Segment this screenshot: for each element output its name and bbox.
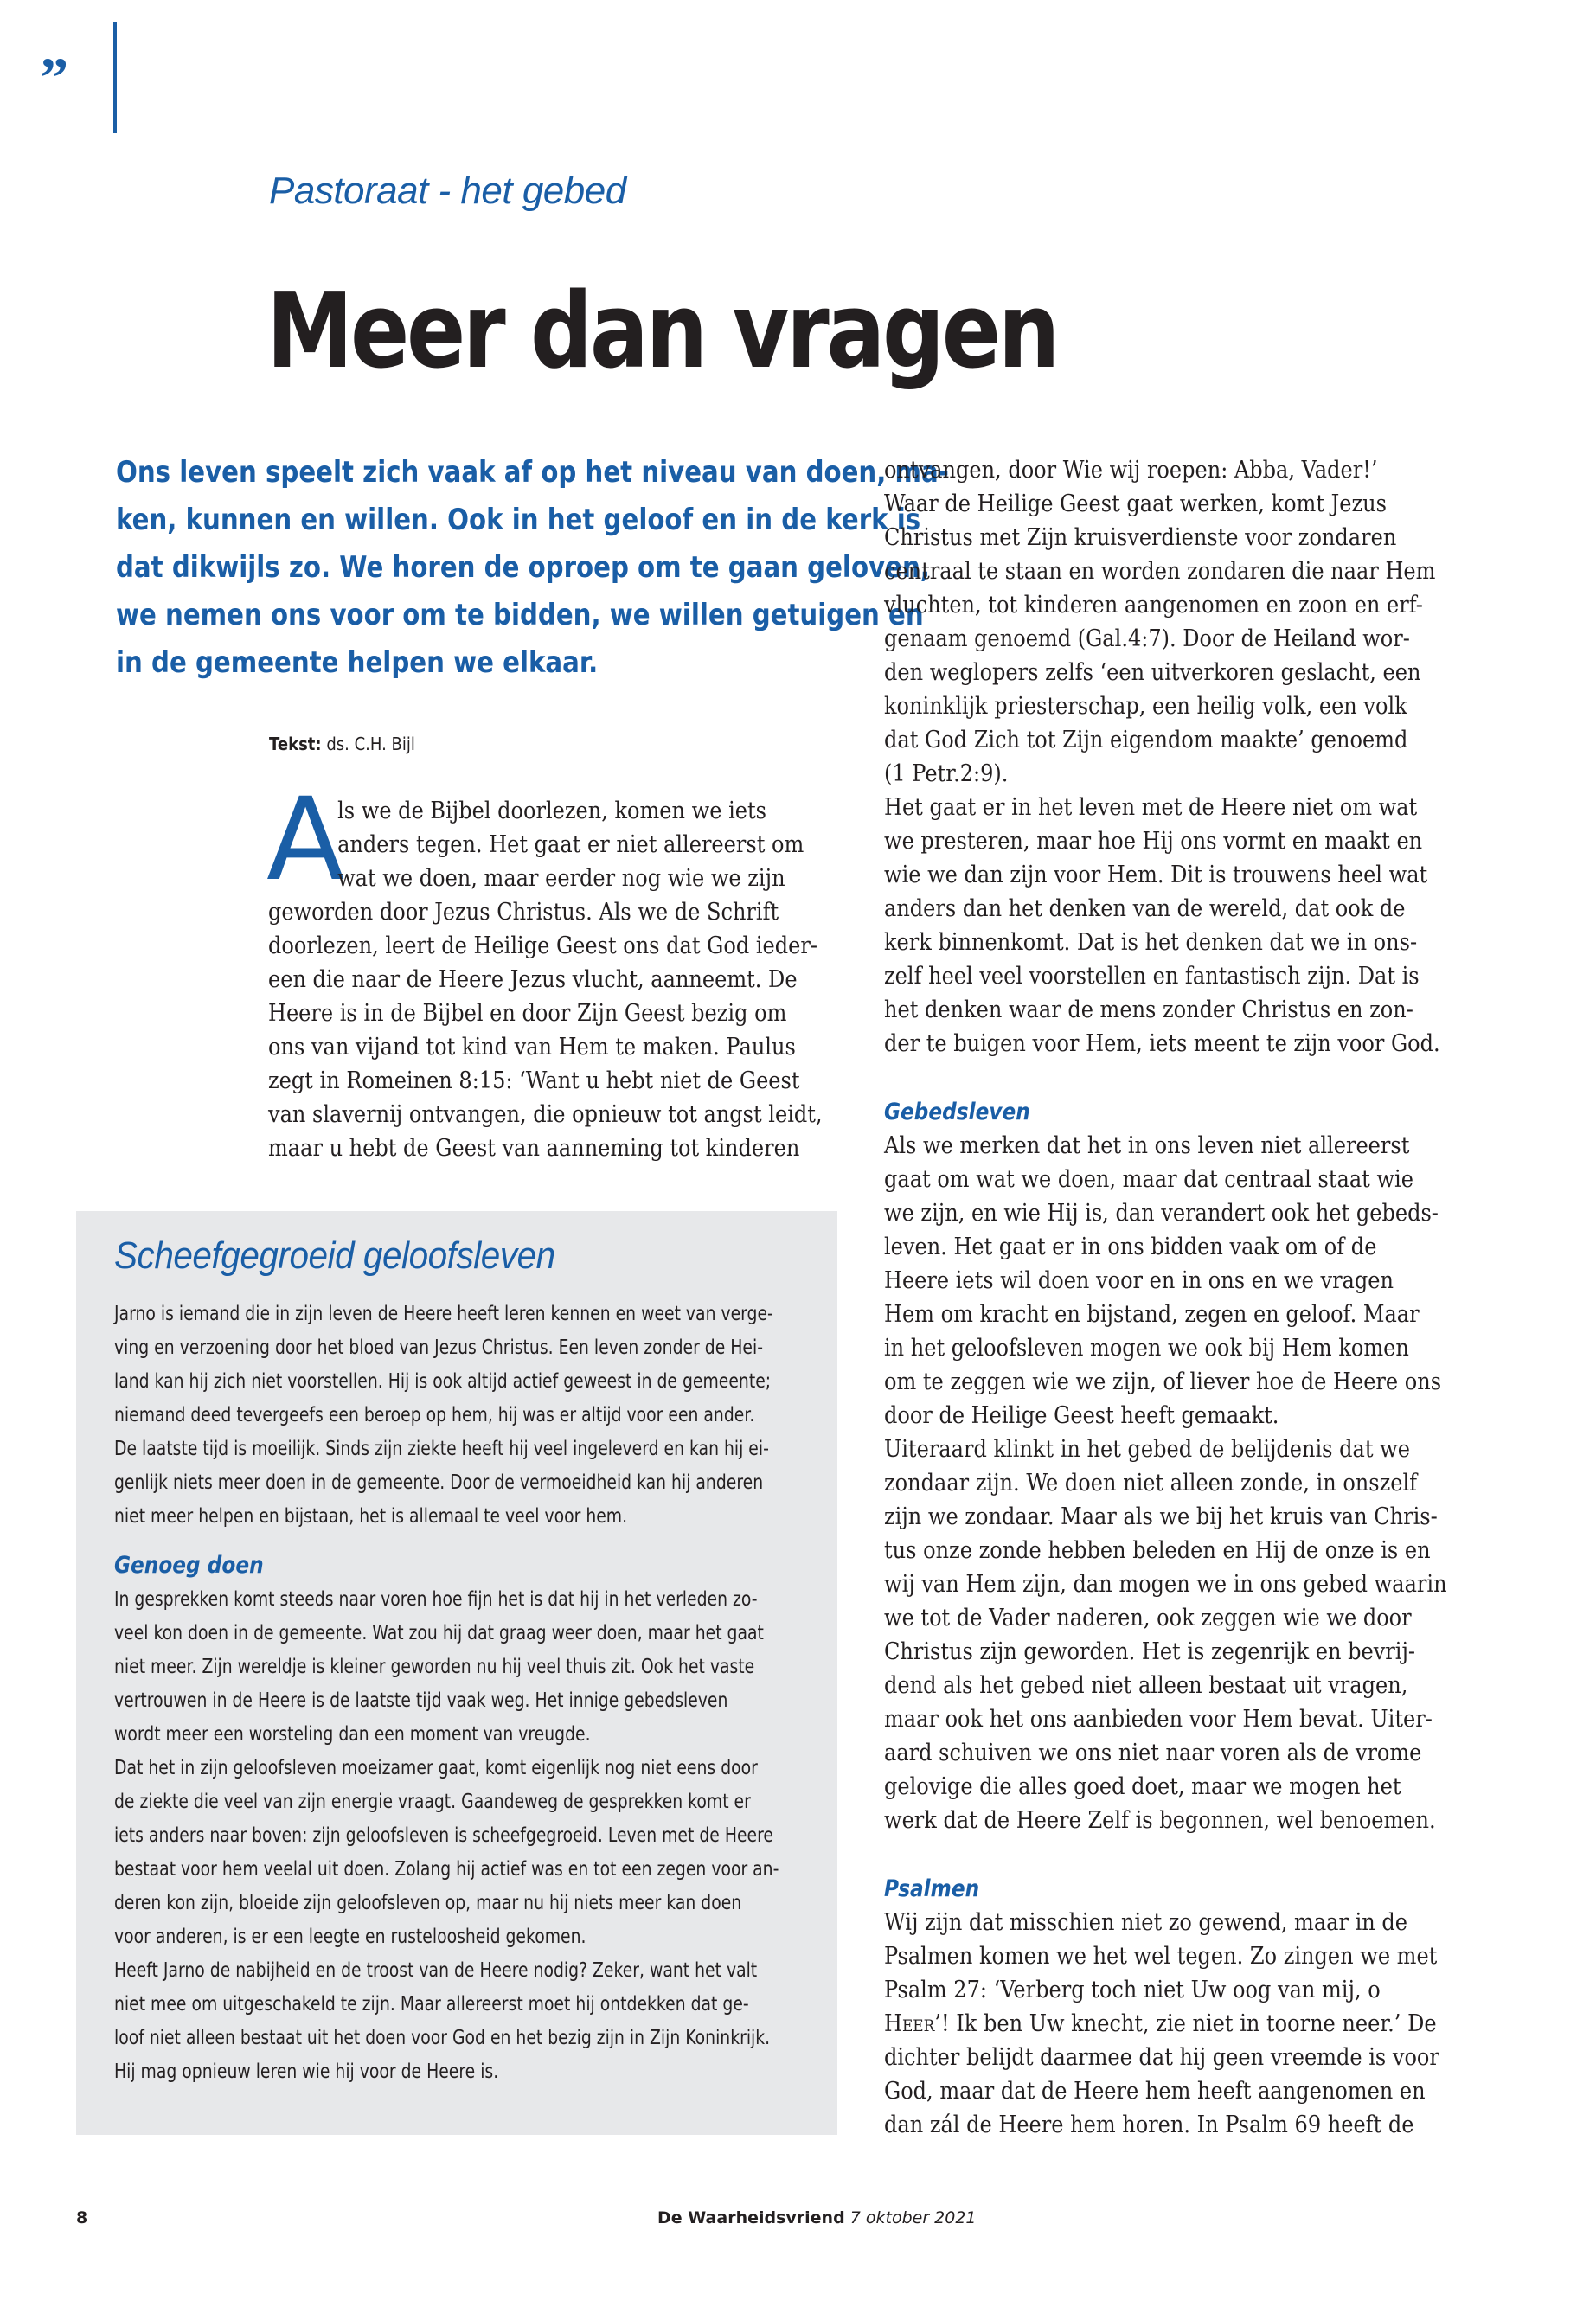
byline (269, 734, 415, 754)
subhead-gebedsleven: Gebedsleven (884, 1099, 1030, 1125)
text-line: tus onze zonde hebben beleden en Hij de onze is en (884, 1537, 1431, 1564)
intro-line: in de gemeente helpen we elkaar. (116, 645, 599, 680)
text-line: Heeft Jarno de nabijheid en de troost van de Heere nodig? Zeker, want het valt (114, 1958, 758, 1982)
text-line: van slavernij ontvangen, die opnieuw tot angst leidt, (268, 1101, 823, 1128)
text-line: zondaar zijn. We doen niet alleen zonde, in onszelf (884, 1470, 1418, 1497)
text-line: vertrouwen in de Heere is de laatste tijd vaak weg. Het innige gebedsleven (114, 1688, 728, 1712)
text-line: Jarno is iemand die in zijn leven de Heere heeft leren kennen en weet van verge- (114, 1301, 773, 1325)
text-line: dan zál de Heere hem horen. In Psalm 69 heeft de (884, 2112, 1414, 2138)
text-line: wordt meer een worsteling dan een moment van vreugde. (114, 1721, 591, 1746)
text-line: Psalm 27: ‘Verberg toch niet Uw oog van mij, o (884, 1977, 1381, 2003)
text-line: koninklijk priesterschap, een heilig volk, een volk (884, 693, 1407, 720)
text-line: deren kon zijn, bloeide zijn geloofsleven op, maar nu hij niets meer kan doen (114, 1890, 742, 1914)
text-line: dichter belijdt daarmee dat hij geen vreemde is voor (884, 2044, 1439, 2071)
text-line: de ziekte die veel van zijn energie vraagt. Gaandeweg de gesprekken komt er (114, 1789, 751, 1813)
sidebar-text (114, 1297, 824, 2088)
byline-author: ds. C.H. Bijl (326, 734, 415, 754)
text-line: wat we doen, maar eerder nog wie we zijn (337, 865, 785, 892)
intro-lead (116, 449, 949, 687)
intro-line: ken, kunnen en willen. Ook in het geloof en in de kerk is (116, 503, 921, 537)
text-line: genaam genoemd (Gal.4:7). Door de Heiland wor- (884, 625, 1410, 652)
text-line: God, maar dat de Heere hem heeft aangenomen en (884, 2078, 1426, 2105)
text-line: leven. Het gaat er in ons bidden vaak om of de (884, 1234, 1377, 1260)
text-line: Als we merken dat het in ons leven niet allereerst (884, 1132, 1410, 1159)
paragraph-gap (884, 1837, 1455, 1872)
text-line: om te zeggen wie we zijn, of liever hoe de Heere ons (884, 1368, 1442, 1395)
text-line: De laatste tijd is moeilijk. Sinds zijn ziekte heeft hij veel ingeleverd en kan hij ei- (114, 1436, 769, 1460)
text-line: voor anderen, is er een leegte en rusteloosheid gekomen. (114, 1924, 586, 1948)
text-line: gelovige die alles goed doet, maar we mogen het (884, 1773, 1401, 1800)
text-line: Het gaat er in het leven met de Heere niet om wat (884, 794, 1418, 821)
text-line: zijn we zondaar. Maar als we bij het kruis van Chris- (884, 1503, 1438, 1530)
text-line: veel kon doen in de gemeente. Wat zou hij dat graag weer doen, maar het gaat (114, 1620, 764, 1644)
text-line: het denken waar de mens zonder Christus en zon- (884, 997, 1413, 1023)
text-line: wij van Hem zijn, dan mogen we in ons gebed waarin (884, 1571, 1447, 1598)
heer-smallcaps: Heer (884, 2010, 935, 2037)
text-line: Christus met Zijn kruisverdienste voor zondaren (884, 524, 1397, 551)
text-line: kerk binnenkomt. Dat is het denken dat we in ons- (884, 929, 1418, 956)
text-line: we zijn, en wie Hij is, dan verandert ook het gebeds- (884, 1200, 1439, 1227)
text-line: we tot de Vader naderen, ook zeggen wie we door (884, 1605, 1412, 1631)
text-line: ons van vijand tot kind van Hem te maken. Paulus (268, 1034, 796, 1061)
text-line: niemand deed tevergeefs een beroep op hem, hij was er altijd voor een ander. (114, 1402, 755, 1426)
text-line: een die naar de Heere Jezus vlucht, aanneemt. De (268, 966, 798, 993)
text-line: geworden door Jezus Christus. Als we de Schrift (268, 899, 779, 926)
text-line: Christus zijn geworden. Het is zegenrijk en bevrij- (884, 1638, 1416, 1665)
text-line: bestaat voor hem veelal uit doen. Zolang hij actief was en tot een zegen voor an- (114, 1856, 779, 1881)
text-line: Heere iets wil doen voor en in ons en we vragen (884, 1267, 1394, 1294)
article-column-right (884, 453, 1455, 2142)
page-number: 8 (76, 2208, 88, 2227)
text-line: Heere is in de Bijbel en door Zijn Geest bezig om (268, 1000, 787, 1027)
text-line: Hem om kracht en bijstand, zegen en geloof. Maar (884, 1301, 1420, 1328)
text-line: vluchten, tot kinderen aangenomen en zoon en erf- (884, 592, 1423, 619)
intro-line: Ons leven speelt zich vaak af op het niveau van doen, ma- (116, 455, 949, 490)
text-line: ls we de Bijbel doorlezen, komen we iets (337, 798, 766, 824)
text-line: ving en verzoening door het bloed van Jezus Christus. Een leven zonder de Hei- (114, 1335, 763, 1359)
byline-label: Tekst: (269, 734, 322, 754)
intro-line: dat dikwijls zo. We horen de oproep om te gaan geloven, (116, 550, 930, 585)
section-label: Pastoraat - het gebed (269, 170, 626, 212)
text-line: (1 Petr.2:9). (884, 760, 1009, 787)
drop-cap: A (266, 773, 345, 907)
text-line: iets anders naar boven: zijn geloofsleven is scheefgegroeid. Leven met de Heere (114, 1823, 773, 1847)
text-line: maar ook het ons aanbieden voor Hem bevat. Uiter- (884, 1706, 1433, 1733)
quote-icon: ” (40, 47, 68, 110)
text-line: Psalmen komen we het wel tegen. Zo zingen we met (884, 1943, 1438, 1970)
text-line (884, 2007, 1437, 2041)
text-line: dat God Zich tot Zijn eigendom maakte’ genoemd (884, 727, 1408, 753)
text-line: loof niet alleen bestaat uit het doen voor God en het bezig zijn in Zijn Koninkrijk. (114, 2025, 771, 2049)
text-line: wie we dan zijn voor Hem. Dit is trouwens heel wat (884, 862, 1428, 888)
text-line: aard schuiven we ons niet naar voren als de vrome (884, 1740, 1422, 1766)
sidebar-subhead: Genoeg doen (114, 1552, 264, 1579)
text-line: niet meer helpen en bijstaan, het is allemaal te veel voor hem. (114, 1503, 628, 1528)
text-line: door de Heilige Geest heeft gemaakt. (884, 1402, 1279, 1429)
text-line: maar u hebt de Geest van aanneming tot kinderen (268, 1135, 800, 1162)
text-line: Wij zijn dat misschien niet zo gewend, maar in de (884, 1909, 1408, 1936)
paragraph-gap (114, 1533, 824, 1548)
sidebar-title: Scheefgegroeid geloofsleven (114, 1234, 555, 1277)
paragraph-gap (884, 1061, 1455, 1095)
text-line: we presteren, maar hoe Hij ons vormt en maakt en (884, 828, 1423, 855)
text-line: niet meer. Zijn wereldje is kleiner geworden nu hij veel thuis zit. Ook het vaste (114, 1654, 755, 1678)
footer-publication (657, 2208, 977, 2227)
text-line: anders dan het denken van de wereld, dat ook de (884, 895, 1406, 922)
text-line: centraal te staan en worden zondaren die naar Hem (884, 558, 1436, 585)
article-column-left (268, 794, 822, 1165)
text-line: niet mee om uitgeschakeld te zijn. Maar allereerst moet hij ontdekken dat ge- (114, 1991, 749, 2016)
text-line: werk dat de Heere Zelf is begonnen, wel benoemen. (884, 1807, 1436, 1834)
text-line: genlijk niets meer doen in de gemeente. Door de vermoeidheid kan hij anderen (114, 1470, 764, 1494)
issue-date: 7 oktober 2021 (849, 2208, 977, 2227)
text-line: Dat het in zijn geloofsleven moeizamer gaat, komt eigenlijk nog niet eens door (114, 1755, 758, 1779)
text-line: der te buigen voor Hem, iets meent te zijn voor God. (884, 1030, 1440, 1057)
text-line: Waar de Heilige Geest gaat werken, komt Jezus (884, 490, 1387, 517)
text-fragment: ’! Ik ben Uw knecht, zie niet in toorne neer.’ De (934, 2010, 1437, 2037)
subhead-psalmen: Psalmen (884, 1875, 980, 1902)
text-line: zegt in Romeinen 8:15: ‘Want u hebt niet de Geest (268, 1067, 800, 1094)
text-line: Hij mag opnieuw leren wie hij voor de Heere is. (114, 2059, 499, 2083)
text-line: dend als het gebed niet alleen bestaat uit vragen, (884, 1672, 1408, 1699)
text-line: In gesprekken komt steeds naar voren hoe fijn het is dat hij in het verleden zo- (114, 1586, 758, 1611)
text-line: land kan hij zich niet voorstellen. Hij is ook altijd actief geweest in de gemeente; (114, 1368, 772, 1393)
text-line: doorlezen, leert de Heilige Geest ons dat God ieder- (268, 933, 817, 959)
text-line: ontvangen, door Wie wij roepen: Abba, Vader!’ (884, 457, 1378, 484)
intro-line: we nemen ons voor om te bidden, we willen getuigen en (116, 598, 924, 632)
text-line: den weglopers zelfs ‘een uitverkoren geslacht, een (884, 659, 1421, 686)
text-line: zelf heel veel voorstellen en fantastisch zijn. Dat is (884, 963, 1420, 990)
text-line: gaat om wat we doen, maar dat centraal staat wie (884, 1166, 1413, 1193)
magazine-name: De Waarheidsvriend (657, 2208, 845, 2227)
page-title: Meer dan vragen (266, 272, 1058, 392)
header-divider (113, 22, 117, 133)
text-line: anders tegen. Het gaat er niet allereerst om (337, 831, 804, 858)
text-line: in het geloofsleven mogen we ook bij Hem komen (884, 1335, 1409, 1362)
text-line: Uiteraard klinkt in het gebed de belijdenis dat we (884, 1436, 1410, 1463)
